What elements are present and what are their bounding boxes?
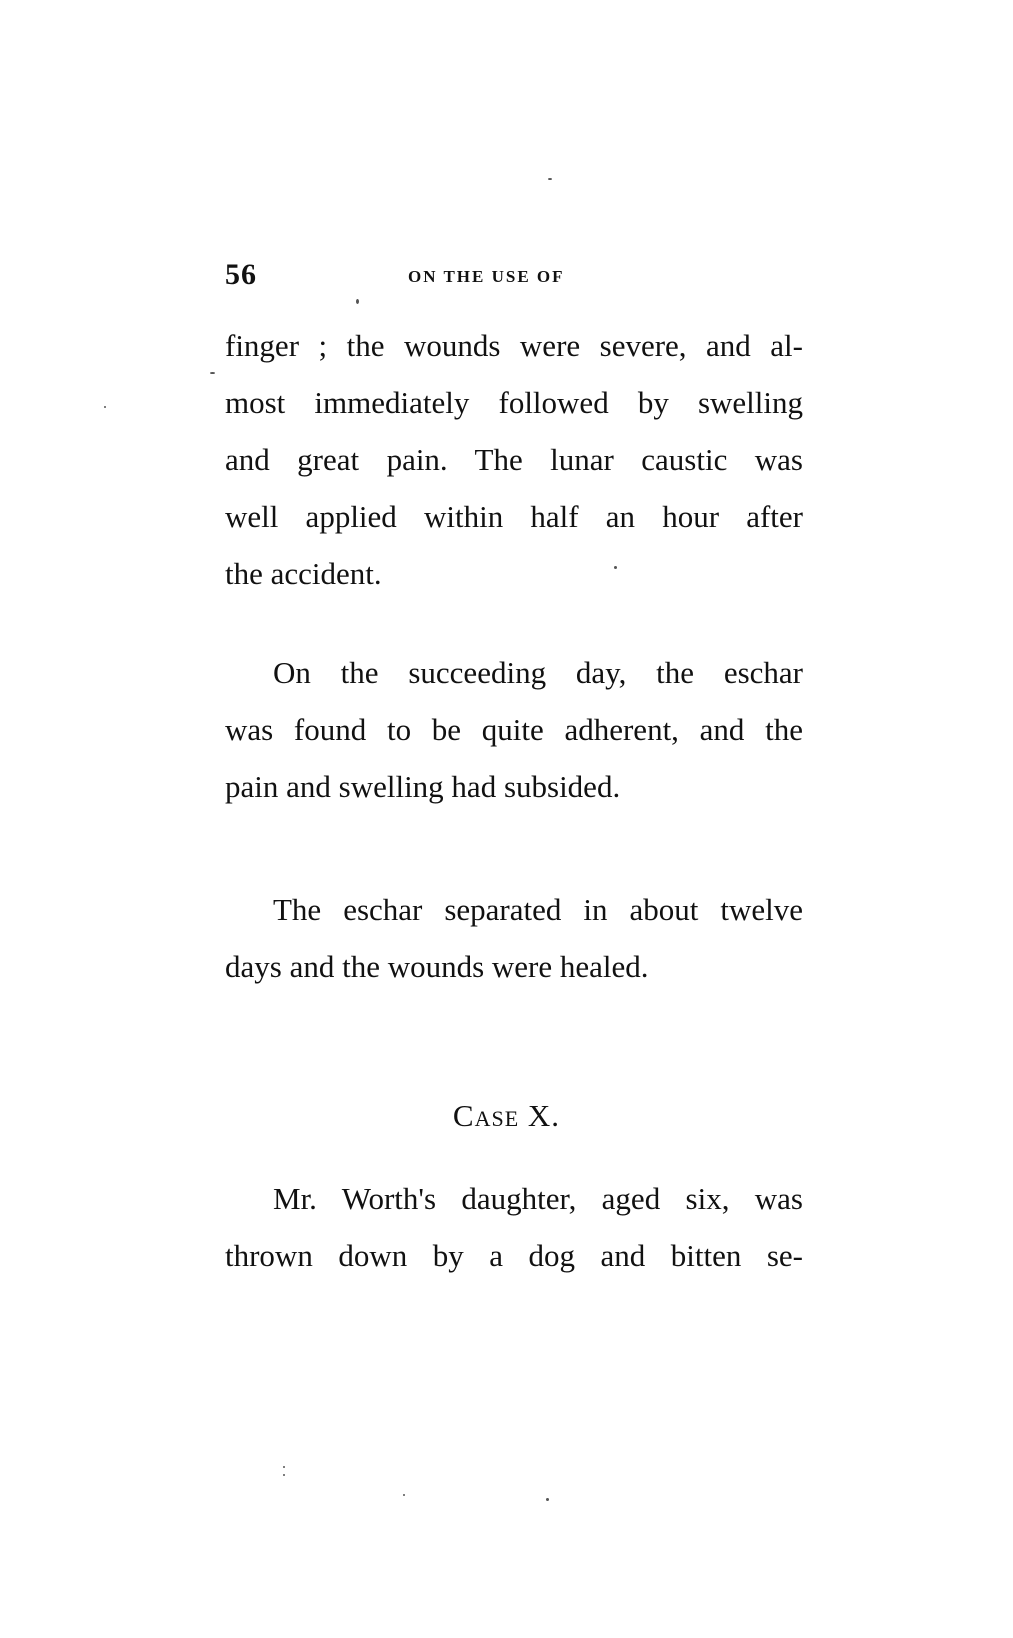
scan-speck — [283, 1474, 285, 1476]
paragraph-2 — [225, 644, 803, 815]
paragraph-4 — [225, 1170, 803, 1284]
scan-speck — [356, 299, 359, 304]
paragraph-2-line-1: On the succeeding day, the eschar — [273, 655, 803, 690]
paragraph-1-line-1: finger ; the wounds were severe, and al- — [225, 328, 803, 363]
paragraph-4-line-2: thrown down by a dog and bitten se- — [225, 1238, 803, 1273]
scan-speck — [210, 372, 215, 374]
scan-speck — [104, 406, 106, 408]
paragraph-3-line-2: days and the wounds were healed. — [225, 949, 649, 984]
paragraph-1 — [225, 317, 803, 602]
paragraph-1-line-5: the accident. — [225, 556, 382, 591]
paragraph-1-line-2: most immediately followed by swelling — [225, 385, 803, 420]
paragraph-1-line-4: well applied within half an hour after — [225, 499, 803, 534]
paragraph-3-line-1: The eschar separated in about twelve — [273, 892, 803, 927]
case-heading — [0, 1098, 1013, 1134]
page-number: 56 — [225, 258, 257, 291]
scan-speck — [546, 1498, 549, 1501]
paragraph-2-line-2: was found to be quite adherent, and the — [225, 712, 803, 747]
scan-speck — [614, 566, 617, 569]
running-head: ON THE USE OF — [408, 267, 565, 286]
scan-speck — [283, 1466, 285, 1468]
paragraph-2-line-3: pain and swelling had subsided. — [225, 769, 621, 804]
scan-speck — [548, 178, 552, 180]
paragraph-3 — [225, 881, 803, 995]
paragraph-4-line-1: Mr. Worth's daughter, aged six, was — [273, 1181, 803, 1216]
page-header — [225, 258, 805, 298]
paragraph-1-line-3: and great pain. The lunar caustic was — [225, 442, 803, 477]
scan-speck — [403, 1494, 405, 1496]
case-heading-text: Case X. — [452, 1098, 561, 1133]
